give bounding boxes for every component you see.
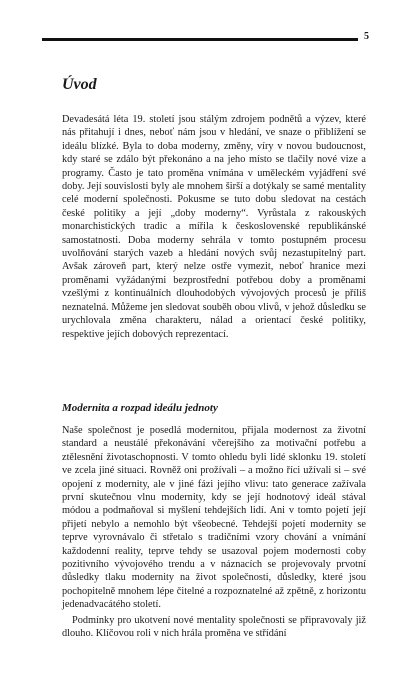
header-rule — [42, 38, 358, 41]
section-title: Modernita a rozpad ideálu jednoty — [62, 402, 218, 414]
section-paragraph-1: Naše společnost je posedlá modernitou, přijala modernost za životní standard a neustálé překonávání včerejšího za motivační potřebu a ztělesnění životaschopnosti. V tomto ohledu byli lidé sklonku 19. století ve zcela jiné situaci. Rovněž oni prožívali – a možno říci užívali si – své opojení z modernity, ale v jiné fázi jejího vlivu: tato generace zažívala první skutečnou vlnu modernity, kdy se její hodnotový ideál stával módou a podmaňoval si myšlení tehdejších lidí. Ani v tomto pojetí její přijetí nebylo a nemohlo být všeobecné. Tehdejší pojetí modernity se teprve vyrovnávalo či střetalo s tradičními vzory chování a vnímání každodenní reality, teprve tehdy se usazoval pojem modernosti coby pozitivního vývojového trendu a v náznacích se projevovaly prvotní důsledky tlaku modernity na život společnosti, důsledky, které jsou pochopitelně mnohem lépe čitelné a rozpoznatelné až zpětně, z horizontu jedenadvacátého století. — [62, 425, 366, 611]
intro-paragraph: Devadesátá léta 19. století jsou stálým zdrojem podnětů a výzev, které nás přitahují i dnes, neboť nám jsou v hledání, ve snaze o přiblížení se ideálu blízké. Byla to doba moderny, změny, víry v novou budoucnost, kdy staré se zdálo být překonáno a na jeho místo se tlačily nové vize a programy. Často je tato proměna vnímána v uměleckém vyjádření své doby. Její souvislosti byly ale mnohem širší a dotýkaly se samé mentality celé moderní společnosti. Pokusme se tuto dobu sledovat na cestách české politiky a její „doby moderny“. Vyrůstala z rakouských monarchistických tradic a mířila k československé republikánské samostatnosti. Doba moderny sehrála v tomto postupném procesu uvolňování starých vazeb a hledání nových svůj nezastupitelný part. Avšak zároveň part, který nelze ostře vymezit, neboť hranice mezi proměnami vyžádanými bezprostřední potřebou doby a proměnami vzešlými z kontinuálních dlouhodobých vývojových procesů je příliš neznatelná. Můžeme jen sledovat souběh obou vlivů, v jehož důsledku se urychlovala změna charakteru, nálad a orientací české politiky, respektive jejích dobových reprezentací. — [62, 114, 366, 340]
section-paragraph-2: Podmínky pro ukotvení nové mentality společnosti se připravovaly již dlouho. Klíčovou roli v nich hrála proměna ve střídání — [62, 615, 366, 640]
chapter-title: Úvod — [62, 76, 97, 93]
page-number: 5 — [364, 31, 369, 42]
